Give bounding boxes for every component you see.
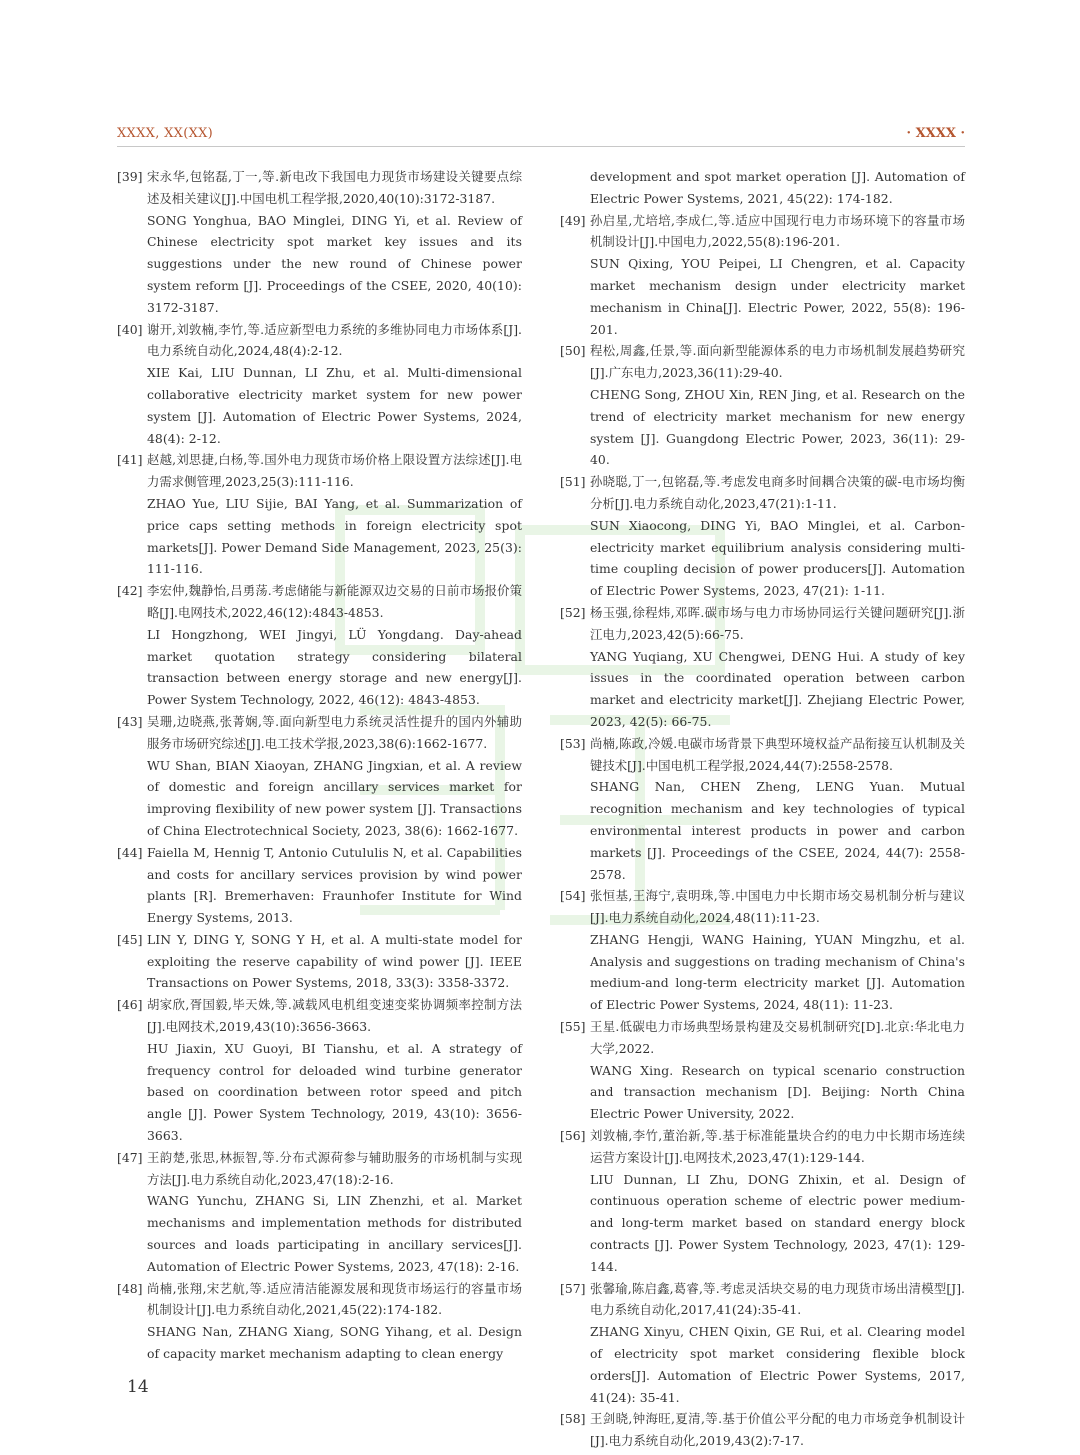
reference-40: [40] 谢开,刘敦楠,李竹,等.适应新型电力系统的多维协同电力市场体系[J].电力系统自动化,2024,48(4):2-12. XIE Kai, LIU Dunnan, LI Zhu, et al. Multi-dimensional collaborative electricity market system for new power system [J]. Automation of Electric Power Systems, 2024, 48(4): 2-12. — [117, 321, 522, 446]
reference-41: [41] 赵越,刘思捷,白杨,等.国外电力现货市场价格上限设置方法综述[J].电力需求侧管理,2023,25(3):111-116. ZHAO Yue, LIU Sijie, BAI Yang, et al. Summarization of price caps setting methods in foreign electricity spot markets[J]. Power Demand Side Management, 2023, 25(3): 111-116. — [117, 452, 522, 577]
reference-45: [45] LIN Y, DING Y, SONG Y H, et al. A multi-state model for exploiting the reserve capability of wind power [J]. IEEE Transactions on Power Systems, 2018, 33(3): 3358-3372. — [117, 931, 522, 991]
reference-51: [51] 孙晓聪,丁一,包铭磊,等.考虑发电商多时间耦合决策的碳-电市场均衡分析[J].电力系统自动化,2023,47(21):1-11. SUN Xiaocong, DING Yi, BAO Minglei, et al. Carbon-electricity market equilibrium analysis considering multi-time coupling decision of power producers[J]. Automation of Electric Power Systems, 2023, 47(21): 1-11. — [560, 474, 965, 599]
reference-50: [50] 程松,周鑫,任景,等.面向新型能源体系的电力市场机制发展趋势研究[J].广东电力,2023,36(11):29-40. CHENG Song, ZHOU Xin, REN Jing, et al. Research on the trend of electricity market mechanism for new energy system [J]. Guangdong Electric Power, 2023, 36(11): 29-40. — [560, 343, 965, 468]
reference-52: [52] 杨玉强,徐程炜,邓晖.碳市场与电力市场协同运行关键问题研究[J].浙江电力,2023,42(5):66-75. YANG Yuqiang, XU Chengwei, DENG Hui. A study of key issues in the coordinated operation between carbon market and electricity market[J]. Zhejiang Electric Power, 2023, 42(5): 66-75. — [560, 604, 965, 729]
reference-55: [55] 王星.低碳电力市场典型场景构建及交易机制研究[D].北京:华北电力大学,2022. WANG Xing. Research on typical scenario construction and transaction mechanism [D]. Beijing: North China Electric Power University, 2022. — [560, 1019, 965, 1122]
reference-57: [57] 张馨瑜,陈启鑫,葛睿,等.考虑灵活块交易的电力现货市场出清模型[J].电力系统自动化,2017,41(24):35-41. ZHANG Xinyu, CHEN Qixin, GE Rui, et al. Clearing model of electricity spot market considering flexible block orders[J]. Automation of Electric Power Systems, 2017, 41(24): 35-41. — [560, 1280, 965, 1405]
reference-46: [46] 胡家欣,胥国毅,毕天姝,等.减载风电机组变速变桨协调频率控制方法[J].电网技术,2019,43(10):3656-3663. HU Jiaxin, XU Guoyi, BI Tianshu, et al. A strategy of frequency control for deloaded wind turbine generator based on coordination between rotor speed and pitch angle [J]. Power System Technology, 2019, 43(10): 3656-3663. — [117, 997, 522, 1144]
reference-53: [53] 尚楠,陈政,冷媛.电碳市场背景下典型环境权益产品衔接互认机制及关键技术[J].中国电机工程学报,2024,44(7):2558-2578. SHANG Nan, CHEN Zheng, LENG Yuan. Mutual recognition mechanism and key technologies of typical environmental interest products in power and carbon markets [J]. Proceedings of the CSEE, 2024, 44(7): 2558-2578. — [560, 735, 965, 882]
page-number: 14 — [127, 1377, 149, 1397]
reference-44: [44] Faiella M, Hennig T, Antonio Cutululis N, et al. Capabilities and costs for ancillary services provision by wind power plants [R]. Bremerhaven: Fraunhofer Institute for Wind Energy Systems, 2013. — [117, 844, 522, 926]
right-column — [560, 166, 965, 1452]
reference-48: [48] 尚楠,张翔,宋艺航,等.适应清洁能源发展和现货市场运行的容量市场机制设计[J].电力系统自动化,2021,45(22):174-182. SHANG Nan, ZHANG Xiang, SONG Yihang, et al. Design of capacity market mechanism adapting to clean energy — [117, 1280, 522, 1362]
reference-58: [58] 王剑晓,钟海旺,夏清,等.基于价值公平分配的电力市场竞争机制设计[J].电力系统自动化,2019,43(2):7-17. — [560, 1411, 965, 1449]
running-header — [117, 124, 965, 147]
reference-49: [49] 孙启星,尤培培,李成仁,等.适应中国现行电力市场环境下的容量市场机制设计[J].中国电力,2022,55(8):196-201. SUN Qixing, YOU Peipei, LI Chengren, et al. Capacity market mechanism design under electricity market mechanism in China[J]. Electric Power, 2022, 55(8): 196-201. — [560, 212, 965, 337]
journal-issue-label: XXXX, XX(XX) — [117, 126, 214, 141]
journal-name-label: · XXXX · — [906, 126, 965, 141]
reference-43: [43] 吴珊,边晓燕,张菁娴,等.面向新型电力系统灵活性提升的国内外辅助服务市场研究综述[J].电工技术学报,2023,38(6):1662-1677. WU Shan, BIAN Xiaoyan, ZHANG Jingxian, et al. A review of domestic and foreign ancillary services market for improving flexibility of new power system [J]. Transactions of China Electrotechnical Society, 2023, 38(6): 1662-1677. — [117, 713, 522, 838]
reference-47: [47] 王韵楚,张思,林振智,等.分布式源荷参与辅助服务的市场机制与实现方法[J].电力系统自动化,2023,47(18):2-16. WANG Yunchu, ZHANG Si, LIN Zhenzhi, et al. Market mechanisms and implementation methods for distributed sources and loads participating in ancillary services[J]. Automation of Electric Power Systems, 2023, 47(18): 2-16. — [117, 1149, 522, 1274]
reference-42: [42] 李宏仲,魏静怡,吕勇荡.考虑储能与新能源双边交易的日前市场报价策略[J].电网技术,2022,46(12):4843-4853. LI Hongzhong, WEI Jingyi, LÜ Yongdang. Day-ahead market quotation strategy considering bilateral transaction between energy storage and new energy[J]. Power System Technology, 2022, 46(12): 4843-4853. — [117, 583, 522, 708]
reference-48-continued: development and spot market operation [J]. Automation of Electric Power Systems, 2021, 45(22): 174-182. — [590, 169, 965, 206]
reference-54: [54] 张恒基,王海宁,袁明珠,等.中国电力中长期市场交易机制分析与建议[J].电力系统自动化,2024,48(11):11-23. ZHANG Hengji, WANG Haining, YUAN Mingzhu, et al. Analysis and suggestions on trading mechanism of China's medium-and long-term electricity market [J]. Automation of Electric Power Systems, 2024, 48(11): 11-23. — [560, 888, 965, 1013]
reference-39: [39] 宋永华,包铭磊,丁一,等.新电改下我国电力现货市场建设关键要点综述及相关建议[J].中国电机工程学报,2020,40(10):3172-3187. SONG Yonghua, BAO Minglei, DING Yi, et al. Review of Chinese electricity spot market key issues and its suggestions under the new round of Chinese power system reform [J]. Proceedings of the CSEE, 2020, 40(10): 3172-3187. — [117, 169, 522, 315]
reference-56: [56] 刘敦楠,李竹,董治新,等.基于标准能量块合约的电力中长期市场连续运营方案设计[J].电网技术,2023,47(1):129-144. LIU Dunnan, LI Zhu, DONG Zhixin, et al. Design of continuous operation scheme of electric power medium-and long-term market based on standard energy block contracts [J]. Power System Technology, 2023, 47(1): 129-144. — [560, 1128, 965, 1274]
left-column — [117, 166, 522, 1365]
